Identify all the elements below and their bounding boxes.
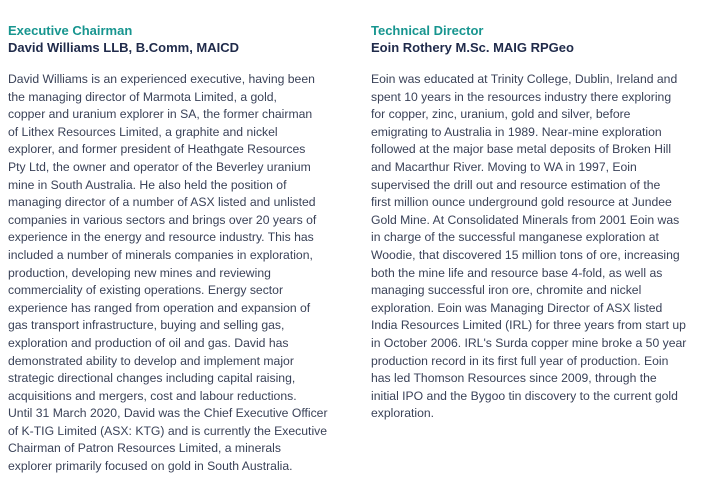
bio-line: gas transport infrastructure, buying and selling gas, [8,318,285,333]
bio-line: explorer primarily focused on gold in South Australia. [8,459,293,474]
bio-line: and Macarthur River. Moving to WA in 1997, Eoin [371,159,637,174]
bio-line: demonstrated ability to develop and implement major [8,353,294,368]
bio-line: Pty Ltd, the owner and operator of the Beverley uranium [8,159,311,174]
bio-line: first million ounce underground gold resource at Jundee [371,195,672,210]
bio-line: initial IPO and the Bygoo tin discovery to the current gold [371,388,678,403]
bio-line: Chairman of Patron Resources Limited, a minerals [8,441,281,456]
bio-line: for copper, zinc, uranium, gold and silver, before [371,107,631,122]
bio-line: supervised the drill out and resource estimation of the [371,177,661,192]
profile-executive-chairman [8,22,354,476]
bio-line: copper and uranium explorer in SA, the former chairman [8,107,313,122]
bio-line: Gold Mine. At Consolidated Minerals from 2001 Eoin was [371,212,680,227]
bio-line: strategic directional changes including capital raising, [8,371,296,386]
bio-line: mine in South Australia. He also held the position of [8,177,287,192]
bio-line: included a number of minerals companies in exploration, [8,247,313,262]
bio-line: experience has ranged from operation and expansion of [8,300,311,315]
bio-line: followed at the major base metal deposits of Broken Hill [371,142,672,157]
profile-bio [8,71,354,476]
bio-line: David Williams is an experienced executive, having been [8,72,315,86]
profile-role: Executive Chairman [8,23,133,38]
profile-role: Technical Director [371,23,484,38]
bio-line: spent 10 years in the resources industry there exploring [371,89,672,104]
profile-bio [371,71,717,423]
bio-line: explorer, and former president of Heathgate Resources [8,142,306,157]
bio-line: both the mine life and resource base 4-fold, as well as [371,265,663,280]
profile-technical-director [371,22,717,423]
bio-line: production, developing new mines and reviewing [8,265,271,280]
profile-name: David Williams LLB, B.Comm, MAICD [8,40,240,55]
bio-line: exploration and production of oil and gas. David has [8,335,289,350]
bio-line: managing director of a number of ASX listed and unlisted [8,195,316,210]
bio-line: production record in its first full year of production. Eoin [371,353,669,368]
bio-line: Woodie, that discovered 15 million tons of ore, increasing [371,247,680,262]
bio-line: in October 2006. IRL's Surda copper mine broke a 50 year [371,335,687,350]
bio-line: experience in the energy and resource industry. This has [8,230,314,245]
bio-line: Eoin was educated at Trinity College, Dublin, Ireland and [371,72,678,86]
bio-line: managing successful iron ore, chromite and nickel [371,283,642,298]
bio-line: India Resources Limited (IRL) for three years from start up [371,318,686,333]
bio-line: acquisitions and mergers, cost and labour reductions. [8,388,297,403]
bio-line: the managing director of Marmota Limited, a gold, [8,89,277,104]
bio-line: companies in various sectors and brings over 20 years of [8,212,317,227]
bio-line: commerciality of existing operations. Energy sector [8,283,284,298]
bio-line: emigrating to Australia in 1989. Near-mine exploration [371,124,662,139]
bio-line: of Lithex Resources Limited, a graphite and nickel [8,124,278,139]
bio-line: of K-TIG Limited (ASX: KTG) and is currently the Executive [8,423,328,438]
bio-line: in charge of the successful manganese exploration at [371,230,659,245]
bio-line: exploration. [371,406,435,421]
bio-line: has led Thomson Resources since 2009, through the [371,371,657,386]
bio-line: exploration. Eoin was Managing Director of ASX listed [371,300,663,315]
bio-line: Until 31 March 2020, David was the Chief Executive Officer [8,406,328,421]
profile-name: Eoin Rothery M.Sc. MAIG RPGeo [371,40,574,55]
